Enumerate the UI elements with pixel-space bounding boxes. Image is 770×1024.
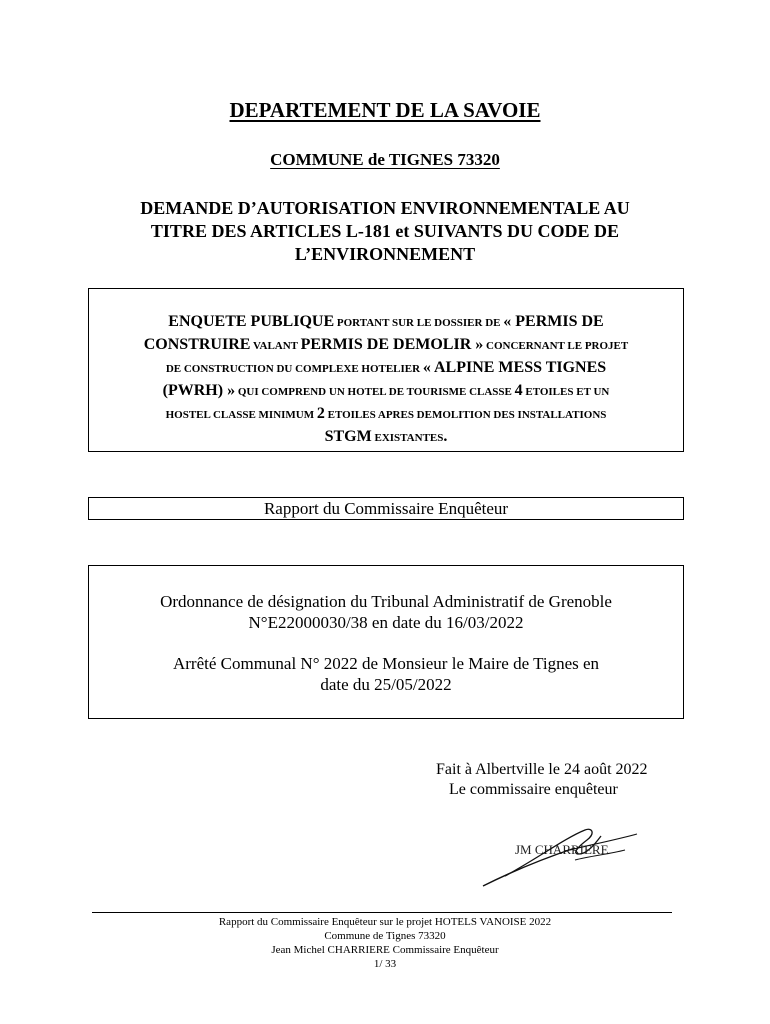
enquete-text: STGM [324, 428, 372, 445]
enquete-text: DE CONSTRUCTION DU COMPLEXE HOTELIER [165, 363, 423, 375]
handwritten-signature [475, 820, 645, 892]
commissaire-role: Le commissaire enquêteur [449, 781, 618, 798]
enquete-line-3 [89, 357, 683, 380]
commune-title: COMMUNE de TIGNES 73320 [270, 150, 500, 169]
demande-line-3: L’ENVIRONNEMENT [294, 244, 476, 264]
enquete-text: (PWRH) » [162, 382, 236, 399]
enquete-text: EXISTANTES [371, 432, 444, 444]
enquete-text: VALANT [250, 340, 301, 352]
enquete-text: « PERMIS DE [503, 313, 604, 330]
enquete-line-2 [89, 334, 683, 357]
enquete-text: 2 [316, 405, 325, 422]
enquete-text: QUI COMPREND UN HOTEL DE TOURISME CLASSE [235, 386, 515, 398]
demande-line-1: DEMANDE D’AUTORISATION ENVIRONNEMENTALE AU [140, 198, 630, 218]
rapport-title-box [88, 497, 684, 520]
enquete-text: . [443, 428, 448, 445]
ordonnance-line-1: Ordonnance de désignation du Tribunal Administratif de Grenoble [160, 592, 612, 611]
enquete-text: PERMIS DE DEMOLIR » [300, 336, 484, 353]
department-title: DEPARTEMENT DE LA SAVOIE [229, 98, 541, 122]
footer-rule [92, 912, 672, 913]
enquete-text: « ALPINE MESS TIGNES [422, 359, 607, 376]
enquete-line-6 [89, 426, 683, 449]
page-footer [0, 915, 770, 971]
demande-title [0, 197, 770, 266]
enquete-text: CONSTRUIRE [143, 336, 251, 353]
page-number: 1/ 33 [373, 958, 397, 970]
enquete-line-5 [89, 403, 683, 426]
ordonnance-line-2: N°E22000030/38 en date du 16/03/2022 [248, 613, 524, 632]
footer-line-3: Jean Michel CHARRIERE Commissaire Enquêteur [271, 944, 499, 956]
enquete-line-4 [89, 380, 683, 403]
arrete-line-2: date du 25/05/2022 [320, 675, 452, 694]
enquete-text: PORTANT SUR LE DOSSIER DE [334, 317, 504, 329]
enquete-publique-label: ENQUETE PUBLIQUE [168, 313, 335, 330]
enquete-text: ETOILES ET UN [522, 386, 610, 398]
signature-name: JM CHARRIERE [515, 842, 609, 857]
arrete-line-1: Arrêté Communal N° 2022 de Monsieur le Maire de Tignes en [172, 654, 600, 673]
enquete-text: 4 [514, 382, 523, 399]
footer-line-2: Commune de Tignes 73320 [324, 930, 446, 942]
ordonnance-box [88, 565, 684, 719]
enquete-line-1 [89, 311, 683, 334]
fait-a-line: Fait à Albertville le 24 août 2022 [436, 761, 648, 778]
demande-line-2: TITRE DES ARTICLES L-181 et SUIVANTS DU CODE DE [150, 221, 620, 241]
spacer [89, 633, 683, 653]
closing-block [436, 760, 648, 800]
enquete-text: HOSTEL CLASSE MINIMUM [165, 409, 317, 421]
enquete-publique-box [88, 288, 684, 452]
rapport-title: Rapport du Commissaire Enquêteur [263, 499, 509, 518]
enquete-text: CONCERNANT LE PROJET [483, 340, 629, 352]
footer-line-1: Rapport du Commissaire Enquêteur sur le projet HOTELS VANOISE 2022 [218, 916, 552, 928]
enquete-text: ETOILES APRES DEMOLITION DES INSTALLATIONS [324, 409, 607, 421]
